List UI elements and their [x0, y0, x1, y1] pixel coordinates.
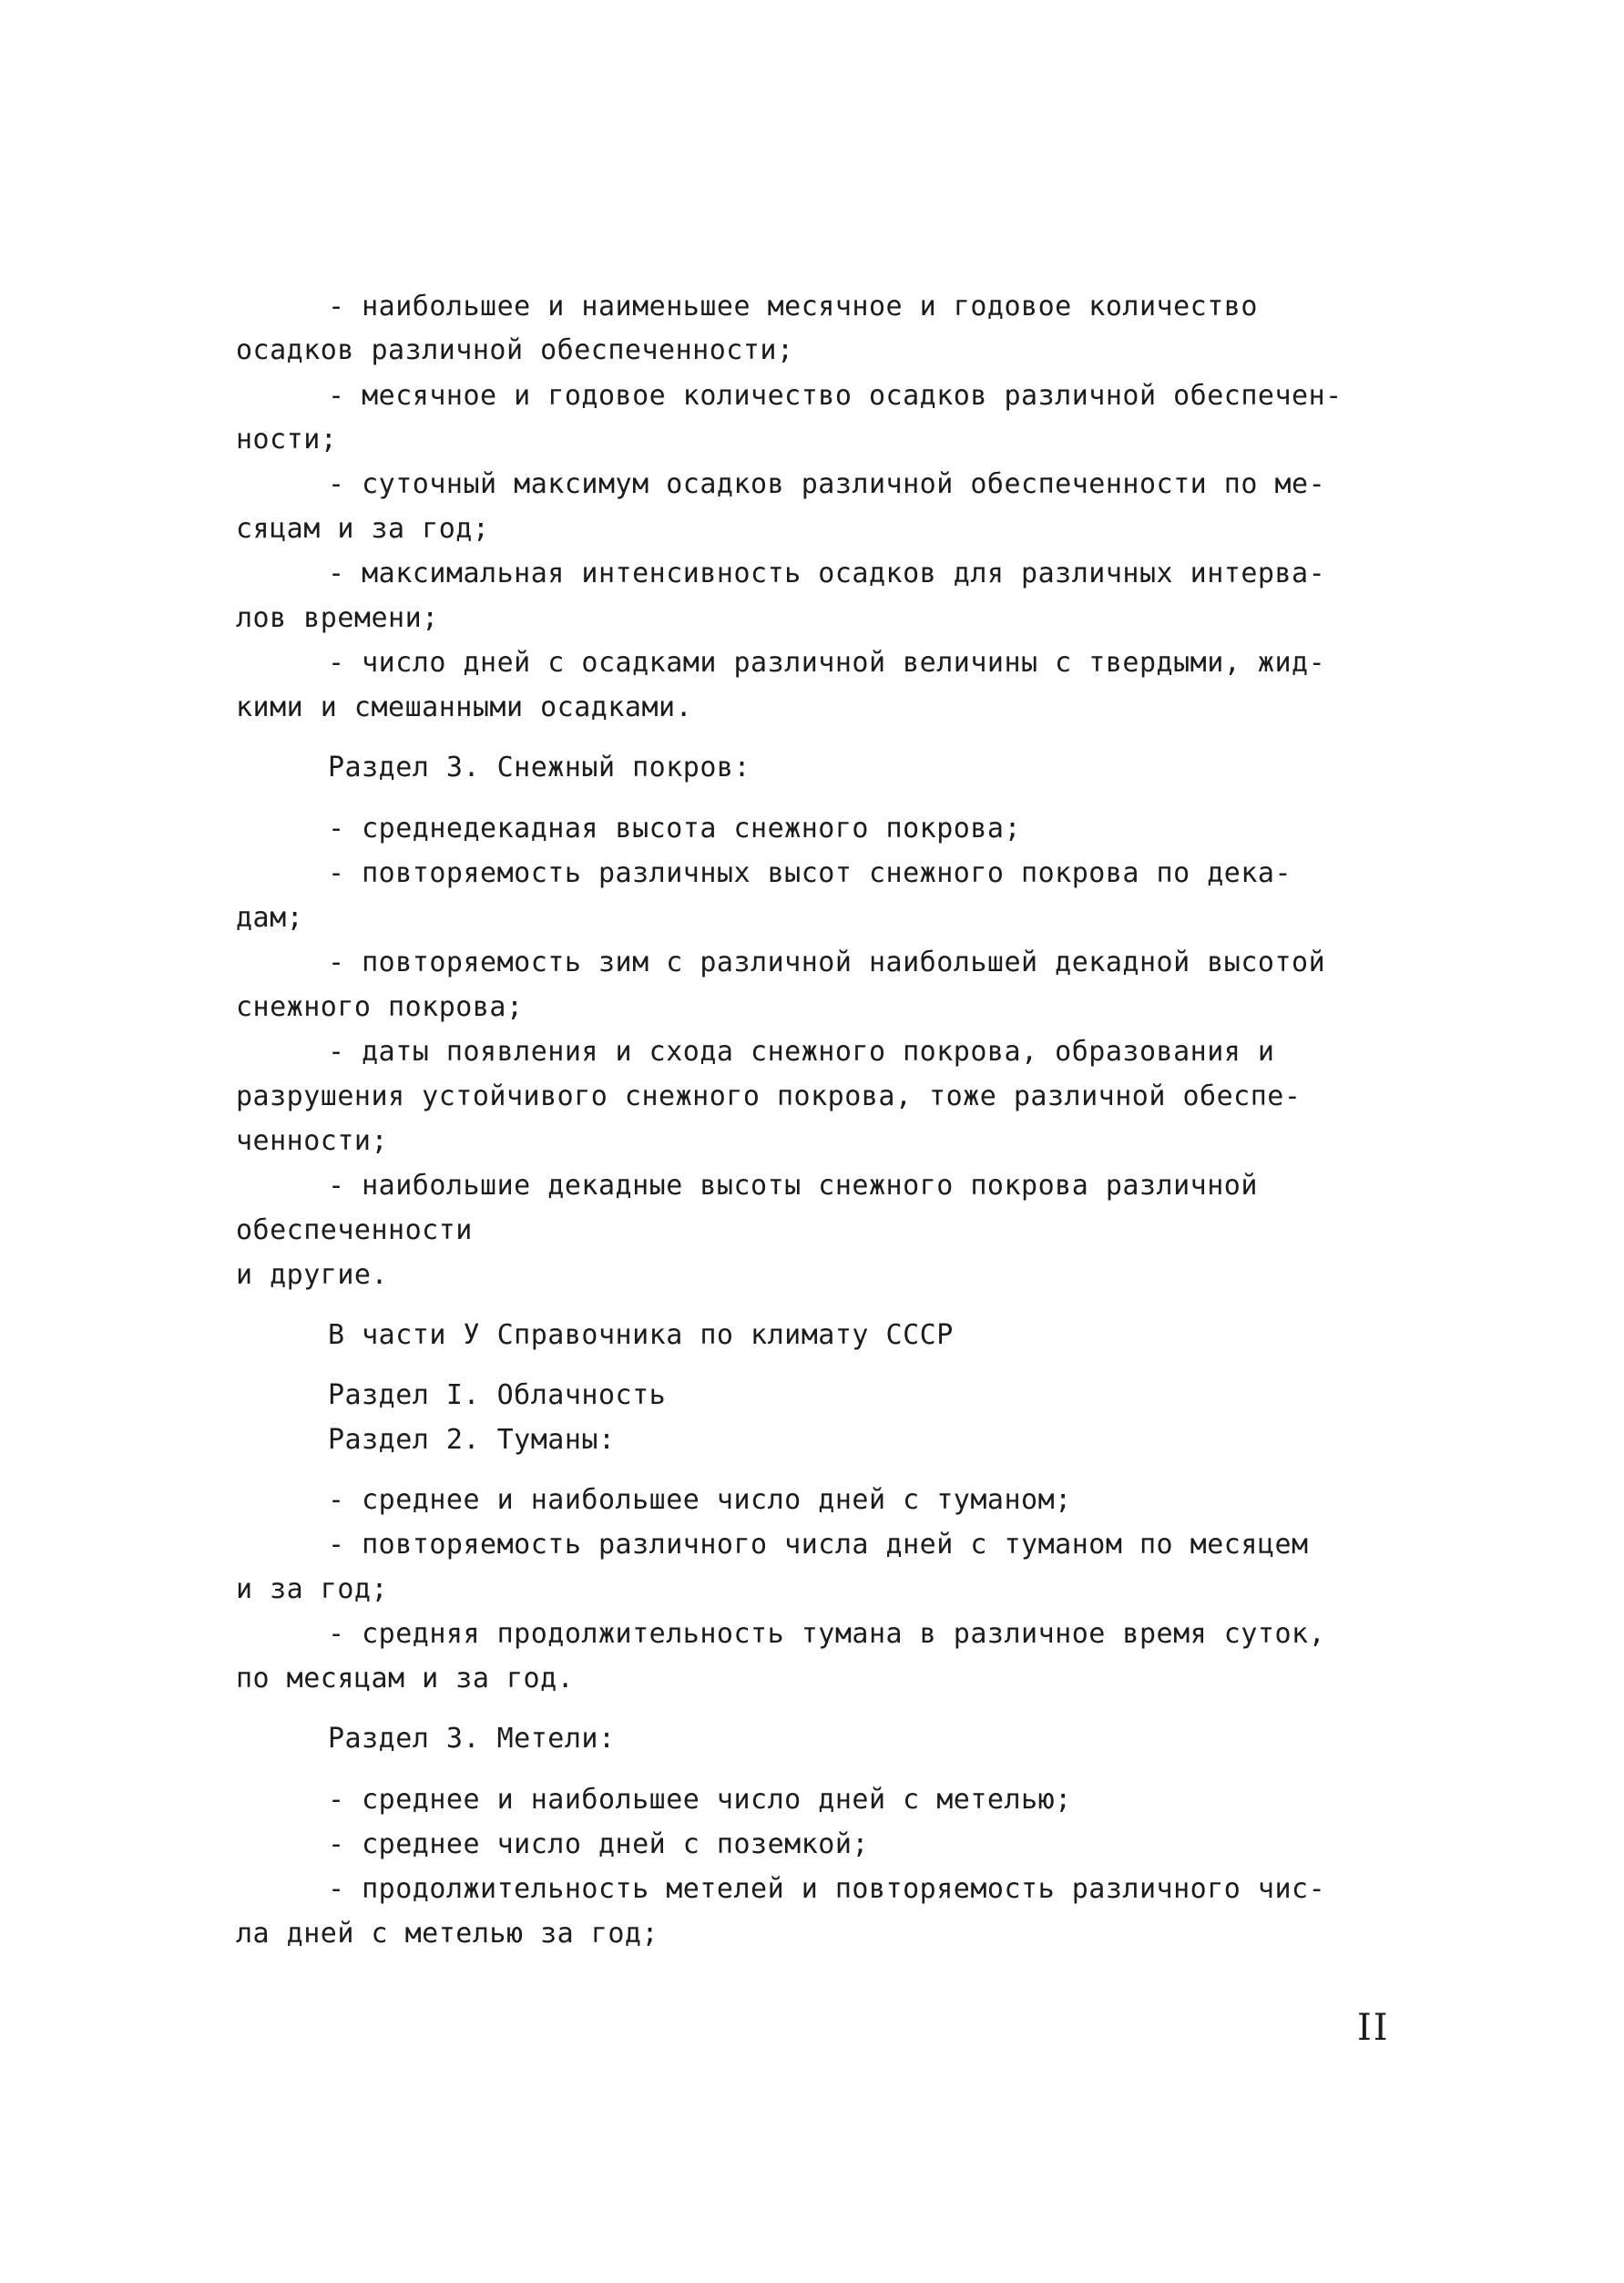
text-line: по месяцам и за год. — [236, 1663, 575, 1694]
text-line: снежного покрова; — [236, 991, 524, 1023]
text-line: - число дней с осадками различной величины с твердыми, жид- — [328, 647, 1326, 679]
text-line: сяцам и за год; — [236, 513, 490, 545]
text-line: - повторяемость различных высот снежного покрова по дека- — [328, 857, 1292, 889]
text-line: и другие. — [236, 1259, 389, 1291]
text-line: осадков различной обеспеченности; — [236, 334, 794, 366]
page-number: II — [1357, 2007, 1390, 2049]
text-line: лов времени; — [236, 602, 439, 634]
text-line: ности; — [236, 424, 338, 456]
text-line: - среднее число дней с поземкой; — [328, 1828, 869, 1860]
text-line: дам; — [236, 902, 304, 934]
text-line: кими и смешанными осадками. — [236, 691, 693, 723]
text-line: - средняя продолжительность тумана в различное время суток, — [328, 1618, 1326, 1650]
text-line: разрушения устойчивого снежного покрова, тоже различной обеспе- — [236, 1080, 1302, 1112]
text-line: - наибольшие декадные высоты снежного покрова различной — [328, 1170, 1258, 1202]
section-heading: Раздел I. Облачность — [328, 1379, 667, 1411]
section-heading: Раздел 2. Туманы: — [328, 1424, 616, 1456]
text-line: - повторяемость различного числа дней с туманом по месяцем — [328, 1529, 1309, 1561]
text-line: - наибольшее и наименьшее месячное и годовое количество — [328, 291, 1258, 322]
text-line: - максимальная интенсивность осадков для различных интерва- — [328, 558, 1326, 589]
text-line: - среднее и наибольшее число дней с метелью; — [328, 1784, 1072, 1816]
text-line: - даты появления и схода снежного покрова, образования и — [328, 1036, 1275, 1068]
text-line: - месячное и годовое количество осадков различной обеспечен- — [328, 380, 1343, 412]
text-line: - повторяемость зим с различной наибольшей декадной высотой — [328, 947, 1326, 978]
text-line: обеспеченности — [236, 1214, 473, 1246]
text-line: и за год; — [236, 1573, 389, 1605]
text-line: ла дней с метелью за год; — [236, 1918, 659, 1950]
section-heading: Раздел 3. Снежный покров: — [328, 752, 751, 783]
part-heading: В части У Справочника по климату СССР — [328, 1319, 954, 1351]
text-line: - среднедекадная высота снежного покрова; — [328, 813, 1022, 845]
text-line: ченности; — [236, 1125, 389, 1157]
text-line: - суточный максимум осадков различной обеспеченности по ме- — [328, 468, 1326, 500]
text-line: - среднее и наибольшее число дней с туманом; — [328, 1484, 1072, 1516]
text-line: - продолжительность метелей и повторяемость различного чис- — [328, 1873, 1326, 1905]
section-heading: Раздел 3. Метели: — [328, 1723, 616, 1755]
